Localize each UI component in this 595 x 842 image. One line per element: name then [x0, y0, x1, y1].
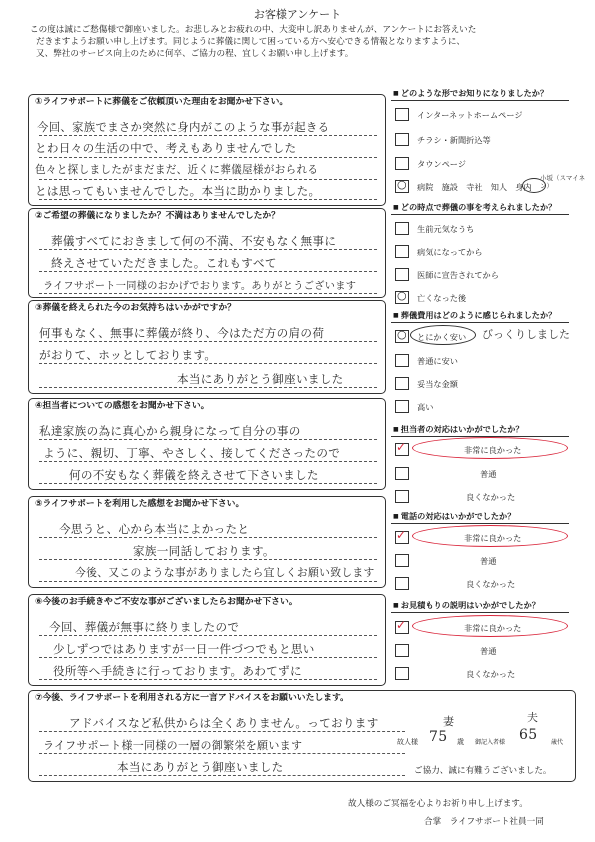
check-mark: ✓ [396, 618, 407, 632]
handwritten-answer: 終えさせていただきました。これもすべて [51, 256, 277, 270]
checkbox[interactable] [395, 157, 409, 170]
survey-option: 妥当な金額 [417, 379, 458, 389]
writer-age: 65 [519, 727, 538, 743]
handwritten-answer: 今回、葬儀が無事に終りましたので [49, 620, 240, 634]
intro-line: この度は誠にご愁傷様で御座いました。お悲しみとお疲れの中、大変申し訳ありませんが、アンケートにお答えいた [30, 25, 477, 35]
deceased-age-unit: 歳 [457, 738, 464, 746]
survey-heading: ■ どの時点で葬儀の事を考えられましたか？ [393, 202, 556, 213]
deceased-age: 75 [429, 729, 448, 745]
survey-option: インターネットホームページ [417, 110, 523, 120]
handwritten-answer: ライフサポート一同様のおかげでおります。ありがとうございます [43, 281, 357, 292]
handwritten-answer: アドバイスなど私供からは全くありません。っております [69, 716, 379, 730]
handwritten-answer: ライフサポート様一同様の一層の御繁栄を願います [43, 739, 303, 752]
writer-role-handwritten: 夫 [527, 711, 538, 724]
handwritten-answer: 今後、又このような事がありましたら宜しくお願い致します [75, 566, 375, 579]
checkbox[interactable] [395, 108, 409, 121]
survey-heading: ■ どのような形でお知りになりましたか？ [393, 88, 548, 99]
handwritten-note: びっくりしました [482, 328, 570, 341]
question-label: ⑤ライフサポートを利用した感想をお聞かせ下さい。 [35, 499, 245, 509]
question-label: ⑥今後のお手続きやご不安な事がございましたらお聞かせ下さい。 [35, 597, 298, 607]
checkbox[interactable] [395, 490, 409, 503]
handwritten-answer: 少しずつではありますが一日一件づつでもと思い [53, 642, 315, 656]
checkbox[interactable] [395, 467, 409, 480]
signature-text: 合掌 ライフサポート社員一同 [424, 817, 544, 827]
intro-line: 又、弊社のサービス向上のために何卒、ご協力の程、宜しくお願い申し上げます。 [36, 49, 354, 59]
question-box-4 [28, 398, 386, 490]
handwritten-answer: 今思うと、心から本当によかったと [59, 522, 250, 536]
checkbox[interactable] [395, 354, 409, 367]
survey-option: 良くなかった [466, 579, 516, 589]
question-label: ④担当者についての感想をお聞かせ下さい。 [35, 401, 210, 411]
question-box-1 [28, 94, 386, 206]
handwritten-note: 小坂（スマイネン） [540, 174, 586, 190]
survey-option: 良くなかった [466, 492, 516, 502]
survey-option: 生前元気なうち [417, 224, 475, 234]
survey-option: 普通 [480, 646, 497, 656]
survey-option: タウンページ [417, 159, 466, 169]
checkbox[interactable] [395, 554, 409, 567]
survey-heading: ■ 電話の対応はいかがでしたか？ [393, 511, 515, 522]
survey-option: 普通に安い [417, 356, 458, 366]
handwritten-answer: 何の不安もなく葬儀を終えさせて下さいました [69, 468, 319, 482]
handwritten-answer: 葬儀すべてにおきまして何の不満、不安もなく無事に [51, 234, 337, 248]
survey-option: 非常に良かった [464, 533, 522, 543]
checkbox[interactable] [395, 133, 409, 146]
survey-option: チラシ・新聞折込等 [417, 135, 491, 145]
handwritten-answer: 本当にありがとう御座いました [177, 372, 344, 386]
deceased-role-handwritten: 妻 [443, 715, 454, 728]
handwritten-answer: 今回、家族でまさか突然に身内がこのような事が起きる [37, 120, 330, 134]
question-box-2 [28, 208, 386, 298]
checkbox[interactable] [395, 245, 409, 258]
intro-text [30, 24, 575, 60]
writer-label: 御記入者様 [475, 739, 506, 746]
survey-option: 非常に良かった [464, 445, 522, 455]
survey-option: 亡くなった後 [417, 293, 467, 303]
handwritten-answer: 何事もなく、無事に葬儀が終り、今はただ方の肩の荷 [39, 326, 325, 340]
survey-option: 普通 [480, 469, 497, 479]
checkbox[interactable] [395, 222, 409, 235]
page-title: お客様アンケート [253, 8, 342, 21]
question-box-3 [28, 300, 386, 394]
question-label: ⑦今後、ライフサポートを利用される方に一言アドバイスをお願いいたします。 [35, 693, 349, 703]
question-label: ②ご希望の葬儀になりましたか？不満はありませんでしたか？ [35, 211, 280, 221]
thanks-text: ご協力、誠に有難うございました。 [414, 766, 552, 776]
survey-heading: ■ 担当者の対応はいかがでしたか？ [393, 424, 524, 435]
handwritten-answer: がおりて、ホッとしております。 [39, 348, 217, 362]
check-mark: ✓ [396, 528, 407, 542]
survey-heading: ■ お見積もりの説明はいかがでしたか？ [393, 600, 540, 611]
selected-option-circle [412, 615, 568, 637]
writer-age-unit: 歳代 [551, 739, 564, 746]
survey-option: 病院 施設 寺社 知人 身内 [417, 182, 532, 192]
handwritten-answer: 役所等へ手続きに行っております。あわてずに [53, 664, 302, 678]
check-mark: ○ [397, 328, 407, 341]
handwritten-answer: 色々と探しましたがまだまだ、近くに葬儀屋様がおられる [35, 164, 319, 176]
survey-option: 高い [417, 402, 434, 412]
survey-option: 医師に宣告されてから [417, 270, 499, 280]
selected-option-circle [412, 437, 568, 459]
question-label: ③葬儀を終えられた今のお気持ちはいかがですか？ [35, 303, 236, 313]
survey-option: とにかく安い [417, 332, 467, 342]
handwritten-answer: 私達家族の為に真心から親身になって自分の事の [39, 424, 301, 438]
checkbox[interactable] [395, 400, 409, 413]
question-label: ①ライフサポートに葬儀をご依頼頂いた理由をお聞かせ下さい。 [35, 97, 289, 107]
deceased-label: 故人様 [397, 738, 418, 746]
checkbox[interactable] [395, 667, 409, 680]
question-box-5 [28, 496, 386, 588]
handwritten-answer: とは思ってもいませんでした。本当に助かりました。 [35, 184, 321, 198]
prayer-text: 故人様のご冥福を心よりお祈り申し上げます。 [348, 799, 528, 809]
survey-option: 非常に良かった [464, 623, 522, 633]
selected-option-circle [410, 325, 476, 345]
handwritten-answer: ように、親切、丁寧、やさしく、接してくださったので [43, 446, 341, 460]
handwritten-answer: 家族一同話しております。 [133, 544, 275, 558]
survey-option: 良くなかった [466, 669, 516, 679]
handwritten-answer: とわ日々の生活の中で、考えもありませんでした [35, 141, 297, 155]
checkbox[interactable] [395, 644, 409, 657]
check-mark: ✓ [396, 440, 407, 454]
intro-line: だきますようお願い申し上げます。同じように葬儀に関して困っている方へ安心できる情報となりますように、 [36, 37, 466, 47]
checkbox[interactable] [395, 377, 409, 390]
selected-option-circle [412, 525, 568, 547]
checkbox[interactable] [395, 268, 409, 281]
check-mark: ○ [397, 178, 407, 191]
check-mark: ○ [397, 289, 407, 302]
handwritten-answer: 本当にありがとう御座いました [117, 760, 284, 774]
survey-heading: ■ 葬儀費用はどのように感じられましたか？ [393, 310, 556, 321]
survey-option: 普通 [480, 556, 497, 566]
checkbox[interactable] [395, 577, 409, 590]
question-box-6 [28, 594, 386, 686]
survey-option: 病気になってから [417, 247, 483, 257]
